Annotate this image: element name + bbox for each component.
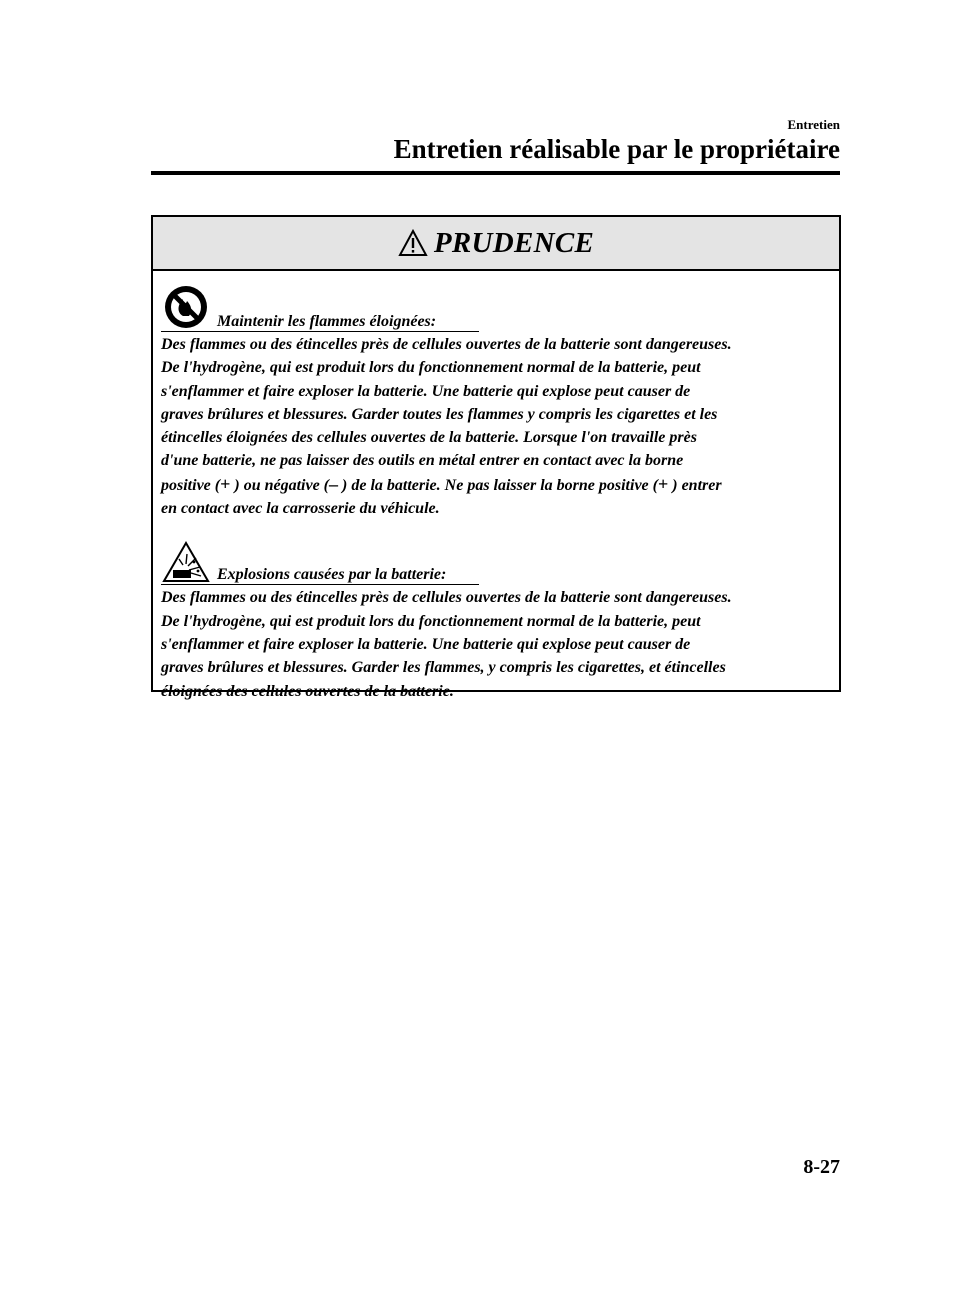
caution-label: PRUDENCE [433,226,595,259]
plus-symbol: + [657,473,669,494]
body-line: éloignées des cellules ouvertes de la batterie. [161,682,454,700]
body-line: d'une batterie, ne pas laisser des outils en métal entrer en contact avec la borne [161,452,684,470]
header-rule [151,171,840,175]
body-line: graves brûlures et blessures. Garder les flammes, y compris les cigarettes, et étincelles [161,659,726,677]
text-fragment: ) entrer [668,476,722,494]
text-fragment: positive ( [161,476,221,494]
body-line: De l'hydrogène, qui est produit lors du fonctionnement normal de la batterie, peut [161,359,701,377]
plus-symbol: + [220,473,231,494]
caution-box [151,215,841,700]
body-line [161,474,831,496]
section-label: Entretien [787,117,840,132]
explosion-icon [161,540,211,584]
body-line: Des flammes ou des étincelles près de cellules ouvertes de la batterie sont dangereuses. [161,589,732,607]
warning-triangle-icon [398,229,428,257]
body-line: en contact avec la carrosserie du véhicule. [161,500,440,518]
body-line: s'enflammer et faire exploser la batterie. Une batterie qui explose peut causer de [161,382,691,400]
item-title: Maintenir les flammes éloignées: [217,313,437,330]
body-line: s'enflammer et faire exploser la batterie. Une batterie qui explose peut causer de [161,635,691,653]
caution-header [153,217,839,271]
page-number: 8-27 [803,1156,840,1178]
text-fragment: ) de la batterie. Ne pas laisser la borne positive ( [338,476,658,494]
minus-symbol: – [329,473,339,494]
body-line: Des flammes ou des étincelles près de cellules ouvertes de la batterie sont dangereuses. [161,336,732,353]
item-heading-row [161,283,479,332]
page-title: Entretien réalisable par le propriétaire [393,134,840,164]
item-title: Explosions causées par la batterie: [217,566,447,584]
item-heading-row [161,540,479,585]
body-line: graves brûlures et blessures. Garder toutes les flammes y compris les cigarettes et les [161,405,718,423]
text-fragment: ) ou négative ( [230,476,330,494]
no-flame-icon [161,283,211,331]
body-line: De l'hydrogène, qui est produit lors du fonctionnement normal de la batterie, peut [161,612,701,630]
body-line: étincelles éloignées des cellules ouvertes de la batterie. Lorsque l'on travaille près [161,429,697,447]
